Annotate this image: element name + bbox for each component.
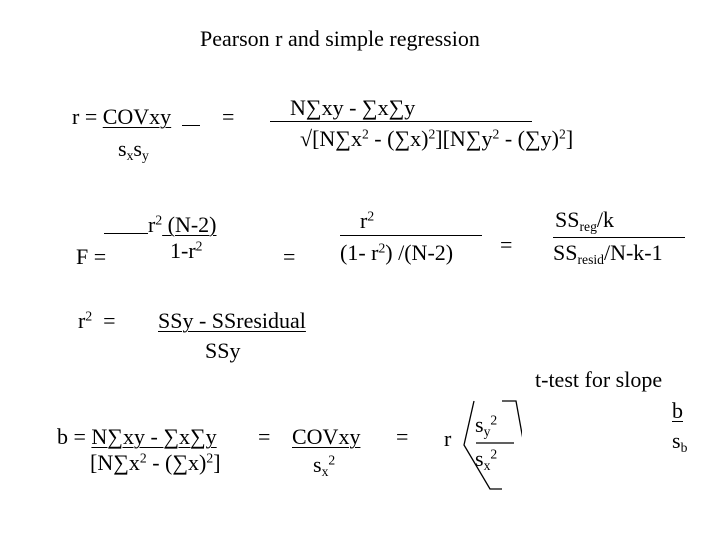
r-equals-sign: = [222, 104, 235, 129]
b-ratio-denominator: $s_x^2$ [475, 446, 498, 474]
b-label: b = [57, 424, 92, 449]
r-cov-numerator: COVxy [102, 104, 172, 129]
r2-denominator: SSy [205, 338, 241, 363]
b-r-symbol: r [444, 426, 452, 451]
sqrt-symbol: √ [300, 126, 313, 151]
r-rhs-numerator: N∑xy - ∑x∑y [290, 95, 416, 120]
b-formula-lhs [57, 426, 217, 448]
t-test-numerator: b [672, 398, 683, 423]
t-test-denominator: $s_b$ [672, 428, 688, 456]
r-label: r = [72, 104, 103, 129]
slide-title: Pearson r and simple regression [200, 26, 480, 51]
b-denominator: $[N\sum x^2 - (\sum x)^2]$ [90, 450, 221, 475]
f-denominator-2: (1- $r^2$) /(N-2) [340, 240, 454, 265]
t-test-label: t-test for slope [535, 367, 663, 392]
b-ratio-radical [462, 395, 522, 495]
f-equals-1: = [283, 244, 296, 269]
r2-label: $r^2$ = [78, 308, 116, 333]
f-numerator-2: $r^2$ [360, 208, 375, 233]
f-label: F = [76, 244, 107, 269]
b-ratio-numerator: $s_y^2$ [475, 412, 498, 440]
f-equals-2: = [500, 232, 513, 257]
r2-numerator: SSy - SSresidual [158, 308, 306, 333]
b-numerator: N∑xy - ∑x∑y [91, 424, 217, 449]
r-rhs-denominator: $√[N\sum x^2 - (\sum x)^2][N\sum y^2 - (\sum y)^2]$ [300, 126, 574, 151]
f-denominator-3: $SS_{resid}/N-k-1$ [553, 240, 663, 268]
f-fraction-bar-2 [340, 235, 482, 236]
f-fraction-bar-3 [553, 237, 685, 238]
f-numerator-1: $r^2$ (N-2) [148, 212, 217, 237]
b-cov-numerator: COVxy [292, 424, 361, 449]
f-denominator-1: $1-r^2$ [170, 238, 203, 263]
r-rhs-fraction-bar [270, 121, 532, 122]
r-formula-lhs [72, 106, 171, 128]
f-numerator-3: $SS_{reg}/k$ [555, 207, 615, 235]
b-equals-1: = [258, 424, 271, 449]
r-cov-denominator: $s_xs_y$ [118, 136, 149, 164]
r-cov-fraction-bar [182, 125, 200, 126]
b-equals-2: = [396, 424, 409, 449]
b-cov-denominator: $s_x^2$ [313, 452, 336, 480]
f-left-bar [104, 233, 148, 234]
